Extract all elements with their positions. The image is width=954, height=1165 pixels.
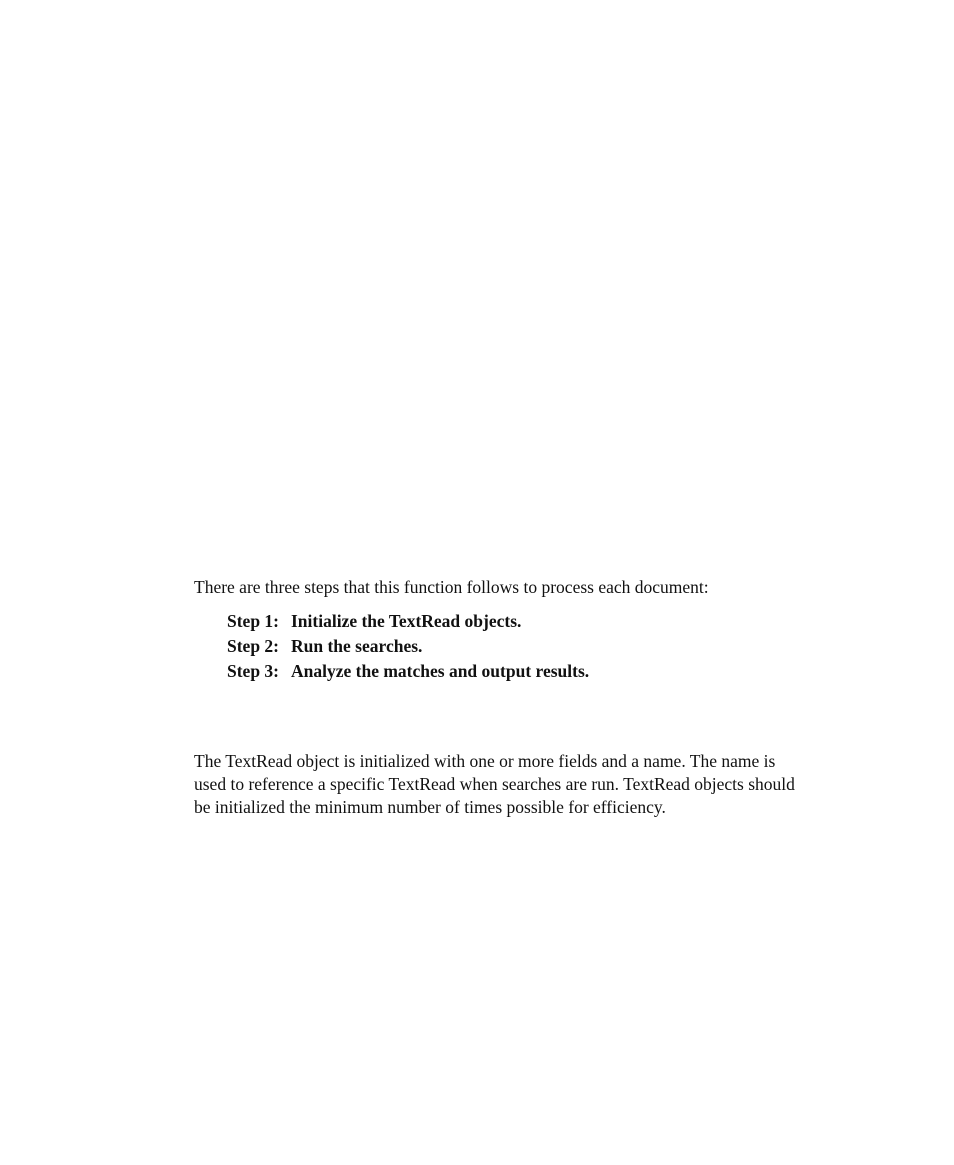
step-text: Analyze the matches and output results. xyxy=(291,661,590,681)
textread-paragraph xyxy=(194,750,894,819)
paragraph-line: The TextRead object is initialized with one or more fields and a name. The name is xyxy=(194,751,776,771)
step-label: Step 2: xyxy=(227,636,280,656)
step-item xyxy=(227,659,589,684)
intro-text: There are three steps that this function follows to process each document: xyxy=(194,577,709,597)
steps-list xyxy=(227,609,589,684)
step-label: Step 1: xyxy=(227,611,280,631)
step-item xyxy=(227,634,589,659)
paragraph-line: be initialized the minimum number of times possible for efficiency. xyxy=(194,797,666,817)
paragraph-line: used to reference a specific TextRead when searches are run. TextRead objects should xyxy=(194,774,795,794)
step-text: Run the searches. xyxy=(291,636,423,656)
step-item xyxy=(227,609,589,634)
step-label: Step 3: xyxy=(227,661,280,681)
step-text: Initialize the TextRead objects. xyxy=(291,611,522,631)
